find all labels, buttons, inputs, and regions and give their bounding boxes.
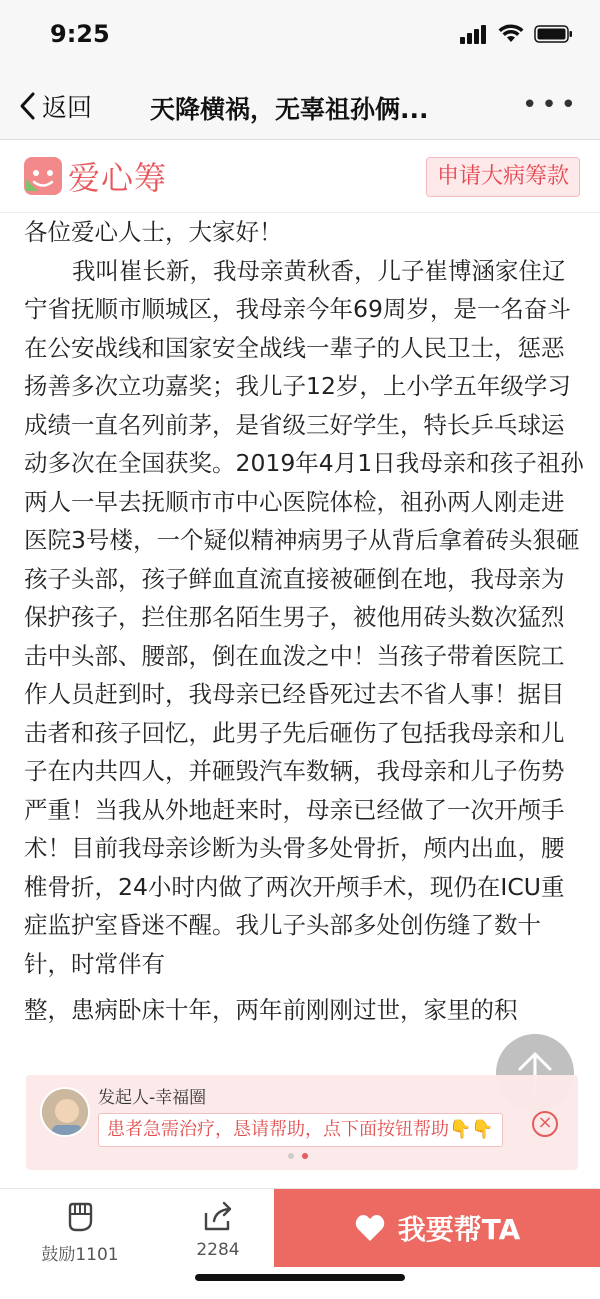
status-bar <box>0 0 600 72</box>
help-label: 我要帮TA <box>397 1213 521 1246</box>
help-button[interactable] <box>274 1189 600 1267</box>
status-time: 9:25 <box>50 20 110 48</box>
brand-bar <box>0 141 600 213</box>
back-label: 返回 <box>42 93 93 122</box>
carousel-dot <box>288 1153 294 1159</box>
status-icons <box>460 24 574 44</box>
encourage-button[interactable] <box>20 1199 140 1265</box>
bottom-action-bar <box>0 1188 600 1299</box>
wifi-icon <box>498 24 524 44</box>
heart-icon <box>354 1213 386 1243</box>
sponsor-label: 发起人-幸福圈 <box>98 1088 207 1108</box>
heart-logo-icon <box>22 155 64 197</box>
article-body <box>24 213 584 1030</box>
share-icon <box>200 1199 236 1235</box>
article-paragraph: 我叫崔长新，我母亲黄秋香，儿子崔博涵家住辽宁省抚顺市顺城区，我母亲今年69周岁，是一名奋斗在公安战线和国家安全战线一辈子的人民卫士，惩恶扬善多次立功嘉奖；我儿子12岁，上小学五年级学习成绩一直名列前茅，是省级三好学生，特长乒乓球运动多次在全国获奖。2019年4月1日我母亲和孩子祖孙两人一早去抚顺市市中心医院体检，祖孙两人刚走进医院3号楼，一个疑似精神病男子从背后拿着砖头狠砸孩子头部，孩子鲜血直流直接被砸倒在地，我母亲为保护孩子，拦住那名陌生男子，被他用砖头数次猛烈击中头部、腰部，倒在血泼之中！当孩子带着医院工作人员赶到时，我母亲已经昏死过去不省人事！据目击者和孩子回忆，此男子先后砸伤了包括我母亲和儿子在内共四人，并砸毁汽车数辆，我母亲和儿子伤势严重！当我从外地赶来时，母亲已经做了一次开颅手术！目前我母亲诊断为头骨多处骨折，颅内出血，腰椎骨折，24小时内做了两次开颅手术，现仍在ICU重症监护室昏迷不醒。我儿子头部多处创伤缝了数十针，时常伴有 <box>24 256 584 978</box>
battery-icon <box>534 24 574 44</box>
more-options-button[interactable]: ••• <box>521 90 580 120</box>
share-count: 2284 <box>196 1240 240 1260</box>
carousel-dot-active <box>302 1153 308 1159</box>
encourage-label: 鼓励1101 <box>41 1245 119 1265</box>
avatar <box>40 1087 90 1137</box>
fist-icon <box>62 1199 98 1235</box>
apply-fundraising-button[interactable]: 申请大病筹款 <box>426 157 580 197</box>
carousel-dots <box>288 1153 308 1159</box>
back-button[interactable] <box>18 88 92 124</box>
logo[interactable] <box>22 153 167 199</box>
close-icon[interactable]: × <box>532 1111 558 1137</box>
nav-bar <box>0 72 600 140</box>
home-indicator[interactable] <box>195 1274 405 1281</box>
signal-icon <box>460 24 488 44</box>
logo-text: 爱心筹 <box>68 159 168 197</box>
article-tail: 整，患病卧床十年，两年前刚刚过世，家里的积 <box>24 996 518 1024</box>
article-greeting: 各位爱心人士，大家好！ <box>24 218 283 246</box>
page-title: 天降横祸，无辜祖孙俩... <box>150 95 429 124</box>
sponsor-message[interactable]: 患者急需治疗，恳请帮助，点下面按钮帮助👇👇 <box>98 1113 503 1147</box>
chevron-left-icon <box>18 91 36 121</box>
share-button[interactable] <box>158 1199 278 1260</box>
